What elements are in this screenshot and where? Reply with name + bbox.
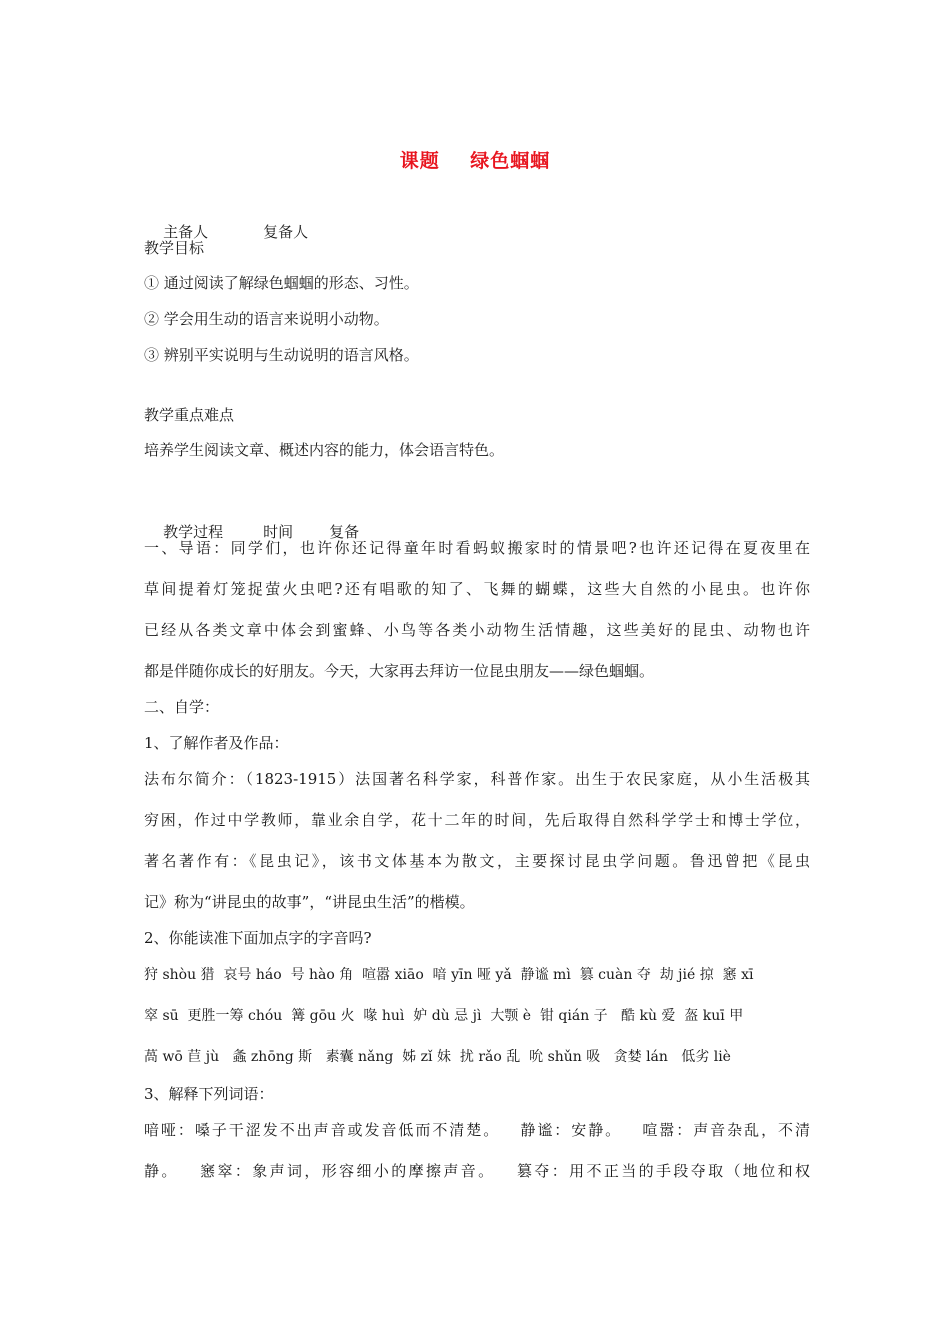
intro-line: 已经从各类文章中体会到蜜蜂、小鸟等各类小动物生活情趣，这些美好的昆虫、动物也许: [144, 621, 810, 639]
pronunciation-line: 狩 shòu 猎 哀号 háo 号 hào 角 喧嚣 xiāo 喑 yīn 哑 yǎ 静谧 mì 篡 cuàn 夺 劫 jié 掠 窸 xī: [144, 967, 754, 983]
author-line: 记》称为“讲昆虫的故事”，“讲昆虫生活”的楷模。: [144, 893, 475, 911]
author-line: 著名著作有：《昆虫记》，该书文体基本为散文，主要探讨昆虫学问题。鲁迅曾把《昆虫: [144, 852, 810, 870]
time-label: 时间: [263, 523, 294, 541]
pronunciation-line: 窣 sū 更胜一筹 chóu 篝 gōu 火 喙 huì 妒 dù 忌 jì 大颚 è 钳 qián 子 酷 kù 爱 盔 kuī 甲: [144, 1008, 744, 1024]
co-preparer-label: 复备人: [263, 223, 309, 241]
author-line: 法布尔简介：（1823-1915）法国著名科学家，科普作家。出生于农民家庭，从小生活极其: [144, 770, 810, 788]
objectives-heading: 教学目标: [144, 239, 205, 257]
page-title: 课题 绿色蝈蝈: [399, 150, 551, 172]
key-points-heading: 教学重点难点: [144, 406, 235, 424]
vocabulary-heading: 3、解释下列词语：: [144, 1085, 274, 1103]
intro-line: 都是伴随你成长的好朋友。今天，大家再去拜访一位昆虫朋友——绿色蝈蝈。: [144, 662, 655, 680]
vocabulary-line: 静。 窸窣：象声词，形容细小的摩擦声音。 篡夺：用不正当的手段夺取（地位和权: [144, 1162, 810, 1180]
intro-line: 一、导语：同学们，也许你还记得童年时看蚂蚁搬家时的情景吧?也许还记得在夏夜里在: [144, 539, 810, 557]
objective-item: ① 通过阅读了解绿色蝈蝈的形态、习性。: [144, 274, 419, 292]
pronunciation-heading: 2、你能读准下面加点字的字音吗?: [144, 929, 372, 947]
author-heading: 1、了解作者及作品：: [144, 734, 289, 752]
intro-line: 草间提着灯笼捉萤火虫吧?还有唱歌的知了、飞舞的蝴蝶，这些大自然的小昆虫。也许你: [144, 580, 810, 598]
process-label: 教学过程: [163, 523, 224, 541]
self-study-heading: 二、自学：: [144, 698, 220, 716]
objective-item: ② 学会用生动的语言来说明小动物。: [144, 310, 389, 328]
pronunciation-line: 萵 wō 苣 jù 螽 zhōng 斯 素囊 nǎng 姊 zǐ 妹 扰 rǎo 乱 吮 shǔn 吸 贪婪 lán 低劣 liè: [144, 1049, 731, 1065]
vocabulary-line: 喑哑：嗓子干涩发不出声音或发音低而不清楚。 静谧：安静。 喧嚣：声音杂乱，不清: [144, 1121, 810, 1139]
main-preparer-label: 主备人: [163, 223, 209, 241]
objective-item: ③ 辨别平实说明与生动说明的语言风格。: [144, 346, 419, 364]
review-label: 复备: [329, 523, 360, 541]
key-points-text: 培养学生阅读文章、概述内容的能力，体会语言特色。: [144, 441, 505, 459]
author-line: 穷困，作过中学教师，靠业余自学，花十二年的时间，先后取得自然科学学士和博士学位，: [144, 811, 810, 829]
